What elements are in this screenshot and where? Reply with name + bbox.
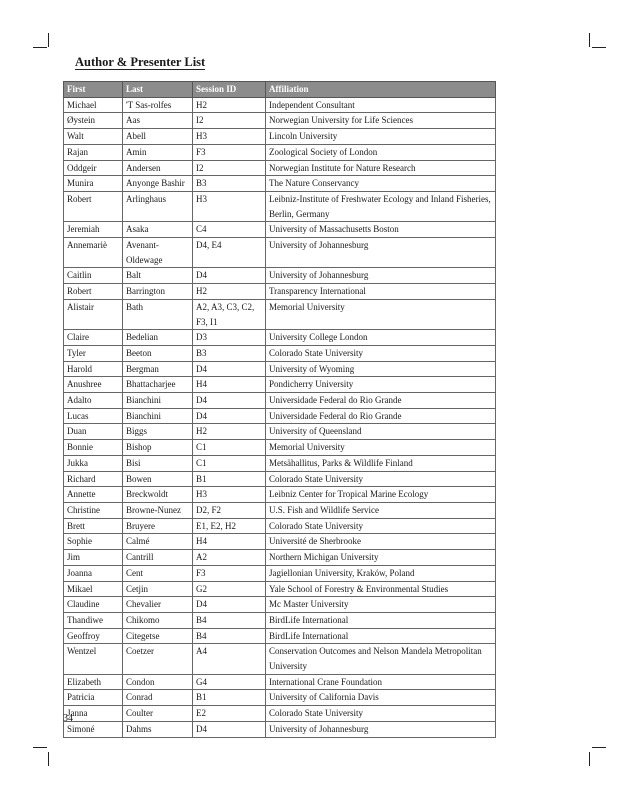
table-row: [64, 330, 496, 346]
cell-affiliation: University of Johannesburg: [266, 268, 496, 284]
table-row: [64, 284, 496, 300]
cell-first-name: Sophie: [64, 534, 123, 550]
crop-mark: [48, 752, 49, 766]
table-body: [64, 97, 496, 737]
cell-affiliation: Universidade Federal do Rio Grande: [266, 393, 496, 409]
cell-affiliation: Norwegian Institute for Nature Research: [266, 160, 496, 176]
cell-last-name: Coulter: [123, 706, 193, 722]
cell-session-id: C4: [193, 222, 266, 238]
cell-affiliation: University of Massachusetts Boston: [266, 222, 496, 238]
cell-first-name: Janna: [64, 706, 123, 722]
crop-mark: [33, 47, 47, 48]
table-row: [64, 393, 496, 409]
cell-session-id: A2, A3, C3, C2, F3, I1: [193, 299, 266, 329]
table-row: [64, 644, 496, 674]
cell-session-id: A4: [193, 644, 266, 674]
cell-last-name: Conrad: [123, 690, 193, 706]
cell-last-name: Aas: [123, 113, 193, 129]
cell-first-name: Rajan: [64, 144, 123, 160]
cell-affiliation: Colorado State University: [266, 471, 496, 487]
cell-affiliation: BirdLife International: [266, 612, 496, 628]
cell-first-name: Tyler: [64, 345, 123, 361]
cell-first-name: Anushree: [64, 377, 123, 393]
cell-session-id: G4: [193, 674, 266, 690]
cell-session-id: D2, F2: [193, 502, 266, 518]
table-row: [64, 440, 496, 456]
cell-first-name: Simoné: [64, 721, 123, 737]
cell-first-name: Annette: [64, 487, 123, 503]
table-row: [64, 518, 496, 534]
table-row: [64, 377, 496, 393]
table-row: [64, 144, 496, 160]
cell-last-name: Asaka: [123, 222, 193, 238]
cell-first-name: Wentzel: [64, 644, 123, 674]
cell-affiliation: Universidade Federal do Rio Grande: [266, 408, 496, 424]
cell-affiliation: University of Johannesburg: [266, 238, 496, 268]
cell-last-name: Browne-Nunez: [123, 502, 193, 518]
cell-affiliation: University of Queensland: [266, 424, 496, 440]
cell-first-name: Adalto: [64, 393, 123, 409]
cell-session-id: C1: [193, 440, 266, 456]
crop-mark: [592, 47, 606, 48]
cell-session-id: F3: [193, 565, 266, 581]
cell-affiliation: Northern Michigan University: [266, 550, 496, 566]
cell-last-name: Bisi: [123, 455, 193, 471]
cell-last-name: Avenant-Oldewage: [123, 238, 193, 268]
cell-first-name: Michael: [64, 97, 123, 113]
cell-first-name: Walt: [64, 129, 123, 145]
cell-session-id: H3: [193, 129, 266, 145]
cell-last-name: Balt: [123, 268, 193, 284]
cell-last-name: Chevalier: [123, 597, 193, 613]
table-row: [64, 487, 496, 503]
author-table: [63, 81, 496, 738]
cell-first-name: Thandiwe: [64, 612, 123, 628]
cell-session-id: A2: [193, 550, 266, 566]
cell-first-name: Harold: [64, 361, 123, 377]
cell-first-name: Brett: [64, 518, 123, 534]
cell-affiliation: Independent Consultant: [266, 97, 496, 113]
cell-last-name: Cent: [123, 565, 193, 581]
cell-first-name: Elizabeth: [64, 674, 123, 690]
cell-last-name: Andersen: [123, 160, 193, 176]
cell-session-id: I2: [193, 113, 266, 129]
cell-session-id: D4: [193, 408, 266, 424]
table-row: [64, 502, 496, 518]
cell-session-id: B4: [193, 612, 266, 628]
cell-affiliation: Memorial University: [266, 440, 496, 456]
page-number: 34: [63, 713, 73, 724]
cell-session-id: B3: [193, 176, 266, 192]
cell-last-name: Bianchini: [123, 393, 193, 409]
cell-last-name: Bowen: [123, 471, 193, 487]
cell-affiliation: Yale School of Forestry & Environmental Studies: [266, 581, 496, 597]
cell-affiliation: Université de Sherbrooke: [266, 534, 496, 550]
cell-first-name: Øystein: [64, 113, 123, 129]
cell-affiliation: Lincoln University: [266, 129, 496, 145]
page-title-text: Author & Presenter List: [75, 55, 206, 69]
table-row: [64, 176, 496, 192]
table-row: [64, 160, 496, 176]
table-row: [64, 113, 496, 129]
cell-last-name: Bergman: [123, 361, 193, 377]
cell-last-name: Arlinghaus: [123, 191, 193, 221]
table-row: [64, 612, 496, 628]
cell-last-name: Bishop: [123, 440, 193, 456]
cell-affiliation: University of Johannesburg: [266, 721, 496, 737]
cell-first-name: Claire: [64, 330, 123, 346]
cell-session-id: E2: [193, 706, 266, 722]
cell-session-id: D4, E4: [193, 238, 266, 268]
cell-first-name: Munira: [64, 176, 123, 192]
cell-first-name: Patricia: [64, 690, 123, 706]
cell-session-id: E1, E2, H2: [193, 518, 266, 534]
cell-last-name: Coetzer: [123, 644, 193, 674]
cell-affiliation: Conservation Outcomes and Nelson Mandela Metropolitan University: [266, 644, 496, 674]
table-row: [64, 408, 496, 424]
cell-session-id: D4: [193, 393, 266, 409]
page-title: [75, 55, 205, 70]
cell-affiliation: University of Wyoming: [266, 361, 496, 377]
cell-last-name: Amin: [123, 144, 193, 160]
cell-last-name: Chikomo: [123, 612, 193, 628]
cell-session-id: D4: [193, 721, 266, 737]
cell-last-name: Bruyere: [123, 518, 193, 534]
table-header-row: [64, 82, 496, 98]
cell-affiliation: Transparency International: [266, 284, 496, 300]
table-row: [64, 129, 496, 145]
table-row: [64, 268, 496, 284]
column-header-first: First: [64, 82, 123, 98]
cell-first-name: Christine: [64, 502, 123, 518]
crop-mark: [33, 747, 47, 748]
cell-affiliation: Colorado State University: [266, 518, 496, 534]
cell-affiliation: Leibniz Center for Tropical Marine Ecology: [266, 487, 496, 503]
cell-affiliation: Pondicherry University: [266, 377, 496, 393]
table-row: [64, 345, 496, 361]
cell-last-name: Abell: [123, 129, 193, 145]
table-row: [64, 455, 496, 471]
column-header-last: Last: [123, 82, 193, 98]
cell-last-name: Bedelian: [123, 330, 193, 346]
cell-last-name: Anyonge Bashir: [123, 176, 193, 192]
crop-mark: [48, 33, 49, 47]
cell-last-name: Bianchini: [123, 408, 193, 424]
cell-session-id: F3: [193, 144, 266, 160]
table-row: [64, 550, 496, 566]
table-row: [64, 191, 496, 221]
cell-session-id: H2: [193, 284, 266, 300]
crop-mark: [589, 752, 590, 766]
table-row: [64, 706, 496, 722]
cell-last-name: Calmé: [123, 534, 193, 550]
cell-first-name: Alistair: [64, 299, 123, 329]
cell-session-id: D4: [193, 597, 266, 613]
table-row: [64, 424, 496, 440]
cell-session-id: H3: [193, 191, 266, 221]
cell-first-name: Bonnie: [64, 440, 123, 456]
cell-first-name: Caitlin: [64, 268, 123, 284]
table-row: [64, 471, 496, 487]
cell-last-name: Bhattacharjee: [123, 377, 193, 393]
cell-session-id: B4: [193, 628, 266, 644]
cell-affiliation: Colorado State University: [266, 345, 496, 361]
cell-last-name: Bath: [123, 299, 193, 329]
cell-first-name: Mikael: [64, 581, 123, 597]
cell-affiliation: Mc Master University: [266, 597, 496, 613]
cell-affiliation: Zoological Society of London: [266, 144, 496, 160]
cell-affiliation: University College London: [266, 330, 496, 346]
cell-affiliation: Memorial University: [266, 299, 496, 329]
cell-session-id: I2: [193, 160, 266, 176]
crop-mark: [592, 747, 606, 748]
cell-session-id: G2: [193, 581, 266, 597]
cell-first-name: Robert: [64, 191, 123, 221]
cell-last-name: Cantrill: [123, 550, 193, 566]
table-row: [64, 690, 496, 706]
cell-last-name: Beeton: [123, 345, 193, 361]
cell-last-name: Barrington: [123, 284, 193, 300]
table-row: [64, 534, 496, 550]
cell-last-name: Condon: [123, 674, 193, 690]
cell-last-name: Breckwoldt: [123, 487, 193, 503]
table-row: [64, 361, 496, 377]
cell-first-name: Lucas: [64, 408, 123, 424]
cell-affiliation: International Crane Foundation: [266, 674, 496, 690]
cell-session-id: B1: [193, 471, 266, 487]
cell-session-id: H2: [193, 424, 266, 440]
cell-affiliation: BirdLife International: [266, 628, 496, 644]
table-row: [64, 628, 496, 644]
cell-first-name: Oddgeir: [64, 160, 123, 176]
cell-first-name: Joanna: [64, 565, 123, 581]
cell-affiliation: U.S. Fish and Wildlife Service: [266, 502, 496, 518]
cell-session-id: B3: [193, 345, 266, 361]
cell-session-id: D4: [193, 268, 266, 284]
table-row: [64, 581, 496, 597]
cell-first-name: Geoffroy: [64, 628, 123, 644]
cell-session-id: H3: [193, 487, 266, 503]
cell-affiliation: Jagiellonian University, Kraków, Poland: [266, 565, 496, 581]
table-row: [64, 222, 496, 238]
cell-last-name: Cetjin: [123, 581, 193, 597]
cell-affiliation: University of California Davis: [266, 690, 496, 706]
cell-session-id: D4: [193, 361, 266, 377]
cell-session-id: D3: [193, 330, 266, 346]
cell-affiliation: Colorado State University: [266, 706, 496, 722]
cell-session-id: H2: [193, 97, 266, 113]
cell-last-name: Citegetse: [123, 628, 193, 644]
table-row: [64, 674, 496, 690]
table-row: [64, 597, 496, 613]
cell-first-name: Jim: [64, 550, 123, 566]
table-row: [64, 721, 496, 737]
cell-last-name: Biggs: [123, 424, 193, 440]
cell-session-id: H4: [193, 377, 266, 393]
table-row: [64, 238, 496, 268]
table-row: [64, 299, 496, 329]
cell-session-id: H4: [193, 534, 266, 550]
cell-first-name: Jeremiah: [64, 222, 123, 238]
cell-last-name: Dahms: [123, 721, 193, 737]
cell-last-name: 'T Sas-rolfes: [123, 97, 193, 113]
cell-first-name: Robert: [64, 284, 123, 300]
cell-session-id: C1: [193, 455, 266, 471]
crop-mark: [589, 33, 590, 47]
cell-first-name: Duan: [64, 424, 123, 440]
cell-affiliation: Norwegian University for Life Sciences: [266, 113, 496, 129]
cell-affiliation: The Nature Conservancy: [266, 176, 496, 192]
cell-affiliation: Metsähallitus, Parks & Wildlife Finland: [266, 455, 496, 471]
table-row: [64, 97, 496, 113]
cell-session-id: B1: [193, 690, 266, 706]
column-header-session-id: Session ID: [193, 82, 266, 98]
cell-first-name: Jukka: [64, 455, 123, 471]
cell-affiliation: Leibniz-Institute of Freshwater Ecology and Inland Fisheries, Berlin, Germany: [266, 191, 496, 221]
cell-first-name: Richard: [64, 471, 123, 487]
cell-first-name: Claudine: [64, 597, 123, 613]
table-row: [64, 565, 496, 581]
column-header-affiliation: Affiliation: [266, 82, 496, 98]
cell-first-name: Annemariè: [64, 238, 123, 268]
